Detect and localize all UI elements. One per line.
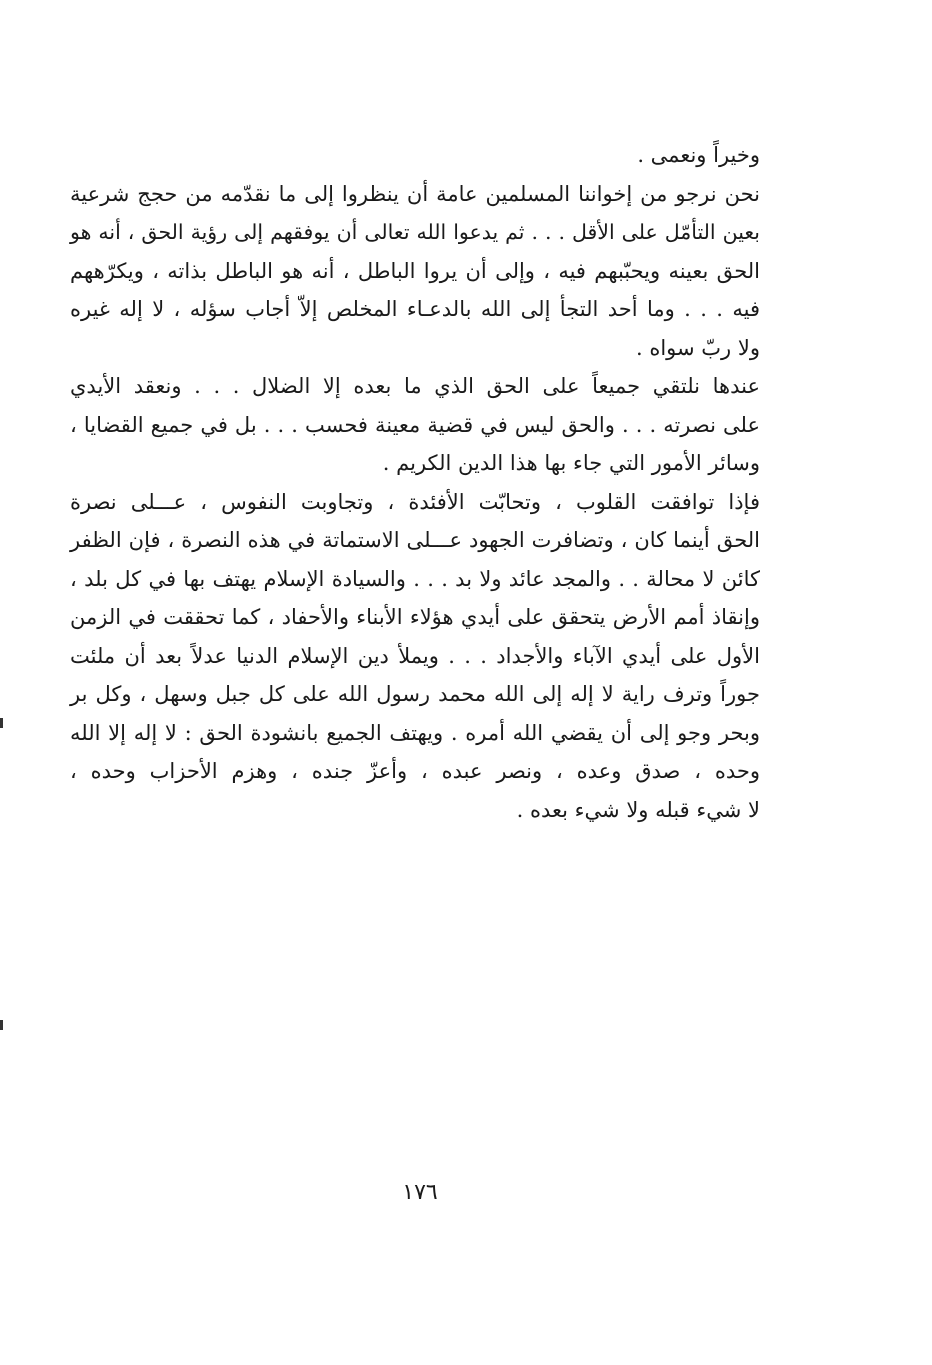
scan-edge-mark	[0, 718, 3, 728]
text-line: فيه . . . وما أحد التجأ إلى الله بالدعـاء المخلص إلاّ أجاب سؤله ، لا إله غيره	[70, 297, 760, 321]
text-line: كائن لا محالة . . والمجد عائد ولا بد . . . والسيادة الإسلام يهتف بها في كل بلد ،	[70, 566, 760, 591]
text-line: فإذا توافقت القلوب ، وتحابّت الأفئدة ، وتجاوبت النفوس ، عـــلى نصرة	[70, 489, 760, 514]
text-line: الأول على أيدي الآباء والأجداد . . . ويملأ دين الإسلام الدنيا عدلاً بعد أن ملئت	[70, 643, 760, 668]
text-line: لا شيء قبله ولا شيء بعده .	[516, 797, 760, 822]
text-line: جوراً وترف راية لا إله إلى الله محمد رسول الله على كل جبل وسهل ، وكل بر	[70, 682, 760, 706]
text-line: الحق أينما كان ، وتضافرت الجهود عـــلى الاستماتة في هذه النصرة ، فإن الظفر	[70, 528, 760, 552]
text-line: عندها نلتقي جميعاً على الحق الذي ما بعده إلا الضلال . . . ونعقد الأيدي	[70, 374, 760, 398]
text-line: وخيراً ونعمى .	[637, 143, 760, 167]
page-number: ١٧٦	[402, 1180, 438, 1205]
text-line: ولا ربّ سواه .	[635, 335, 760, 360]
text-line: الحق بعينه ويحبّبهم فيه ، وإلى أن يروا الباطل ، أنه هو الباطل بذاته ، ويكرّههم	[70, 258, 760, 283]
body-text	[70, 136, 760, 829]
text-line: وإنقاذ أمم الأرض يتحقق على أيدي هؤلاء الأبناء والأحفاد ، كما تحققت في الزمن	[70, 605, 760, 629]
text-line: نحن نرجو من إخواننا المسلمين عامة أن ينظروا إلى ما نقدّمه من حجج شرعية	[70, 181, 760, 206]
text-line: وحده ، صدق وعده ، ونصر عبده ، وأعزّ جنده ، وهزم الأحزاب وحده ،	[70, 759, 760, 783]
text-line: وبحر وجو إلى أن يقضي الله أمره . ويهتف الجميع بانشودة الحق : لا إله إلا الله	[70, 720, 760, 745]
text-line: على نصرته . . . والحق ليس في قضية معينة فحسب . . . بل في جميع القضايا ،	[70, 412, 760, 437]
scan-edge-mark	[0, 1020, 3, 1030]
text-line: وسائر الأمور التي جاء بها هذا الدين الكريم .	[382, 451, 760, 475]
text-line: بعين التأمّل على الأقل . . . ثم يدعوا الله تعالى أن يوفقهم إلى رؤية الحق ، أنه هو	[70, 220, 760, 244]
